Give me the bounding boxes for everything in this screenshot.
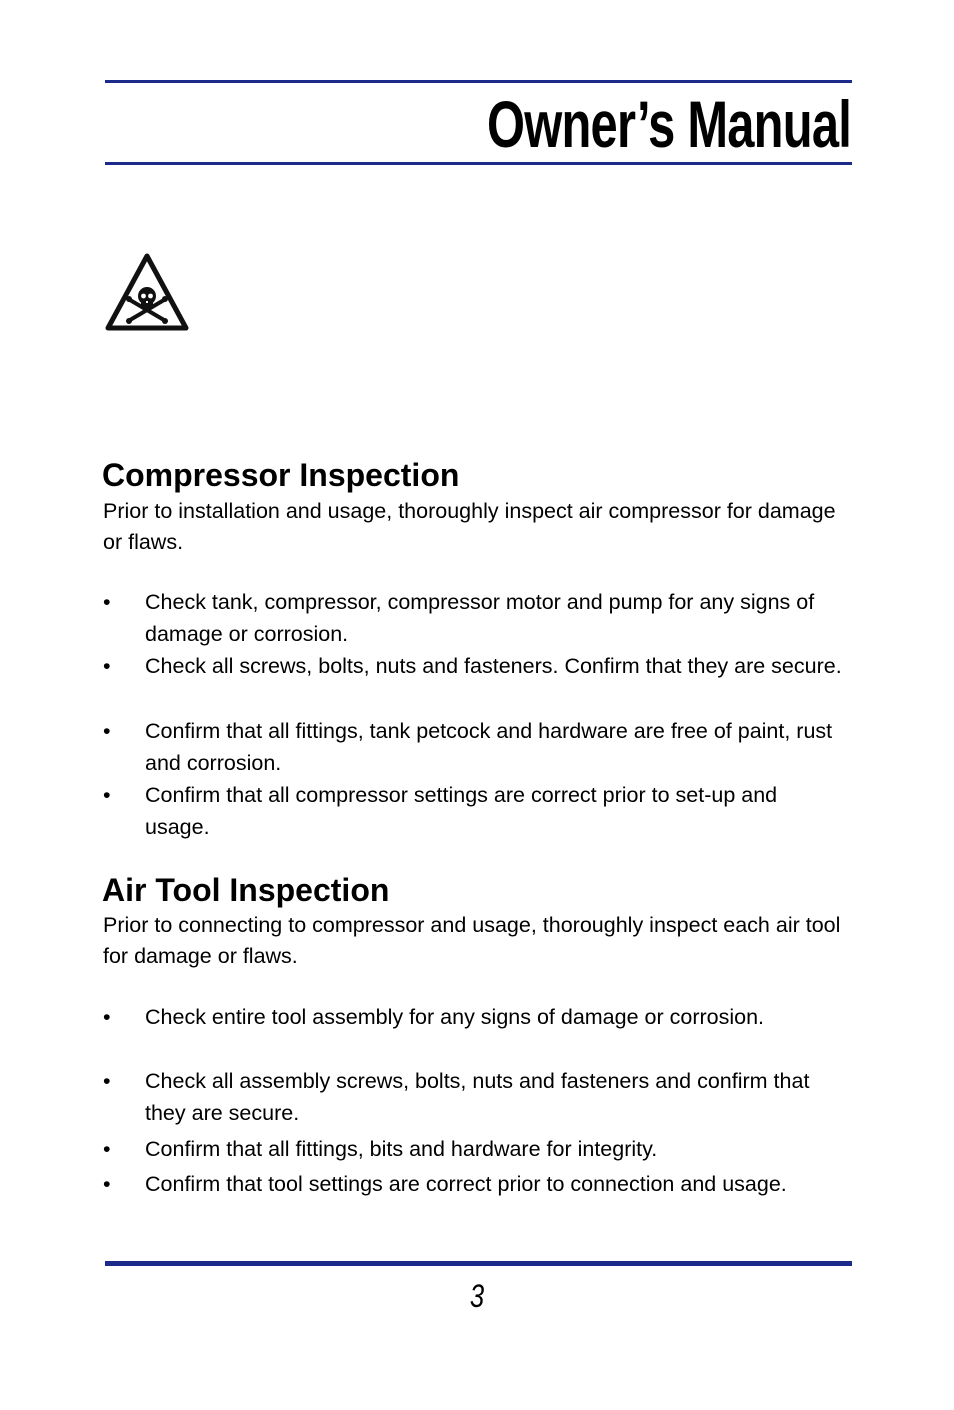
bullet-icon: • <box>103 1137 111 1161</box>
list-item-text: Confirm that all fittings, tank petcock and hardware are free of paint, rust and corrosion. <box>145 719 833 775</box>
bullet-icon: • <box>103 719 111 743</box>
list-item <box>103 779 843 843</box>
bullet-icon: • <box>103 1172 111 1196</box>
list-item <box>103 650 843 682</box>
list-item-text: Check entire tool assembly for any signs of damage or corrosion. <box>145 1005 765 1029</box>
page-title: Owner’s Manual <box>486 87 851 161</box>
air-tool-inspection-heading: Air Tool Inspection <box>102 872 390 908</box>
header-top-rule <box>105 80 852 83</box>
compressor-inspection-heading: Compressor Inspection <box>102 457 460 493</box>
footer-rule <box>105 1261 852 1266</box>
list-item <box>103 1168 843 1200</box>
list-item <box>103 586 843 650</box>
bullet-icon: • <box>103 1005 111 1029</box>
list-item <box>103 715 843 779</box>
skull-crossbones-icon <box>104 252 190 332</box>
list-item <box>103 1065 843 1129</box>
compressor-inspection-intro: Prior to installation and usage, thoroughly inspect air compressor for damage or flaws. <box>103 499 836 554</box>
bullet-icon: • <box>103 590 111 614</box>
bullet-icon: • <box>103 654 111 678</box>
page-number: 3 <box>469 1278 485 1314</box>
bullet-icon: • <box>103 1069 111 1093</box>
air-tool-inspection-intro: Prior to connecting to compressor and usage, thoroughly inspect each air tool for damage or flaws. <box>103 913 841 968</box>
list-item-text: Confirm that all fittings, bits and hardware for integrity. <box>145 1137 658 1161</box>
bullet-icon: • <box>103 783 111 807</box>
list-item <box>103 1133 843 1165</box>
list-item-text: Check tank, compressor, compressor motor and pump for any signs of damage or corrosion. <box>145 590 815 646</box>
header-bottom-rule <box>105 162 852 165</box>
list-item <box>103 1001 843 1033</box>
list-item-text: Check all assembly screws, bolts, nuts and fasteners and confirm that they are secure. <box>145 1069 810 1125</box>
list-item-text: Check all screws, bolts, nuts and fasteners. Confirm that they are secure. <box>145 654 842 678</box>
list-item-text: Confirm that tool settings are correct prior to connection and usage. <box>145 1172 787 1196</box>
list-item-text: Confirm that all compressor settings are correct prior to set-up and usage. <box>145 783 778 839</box>
